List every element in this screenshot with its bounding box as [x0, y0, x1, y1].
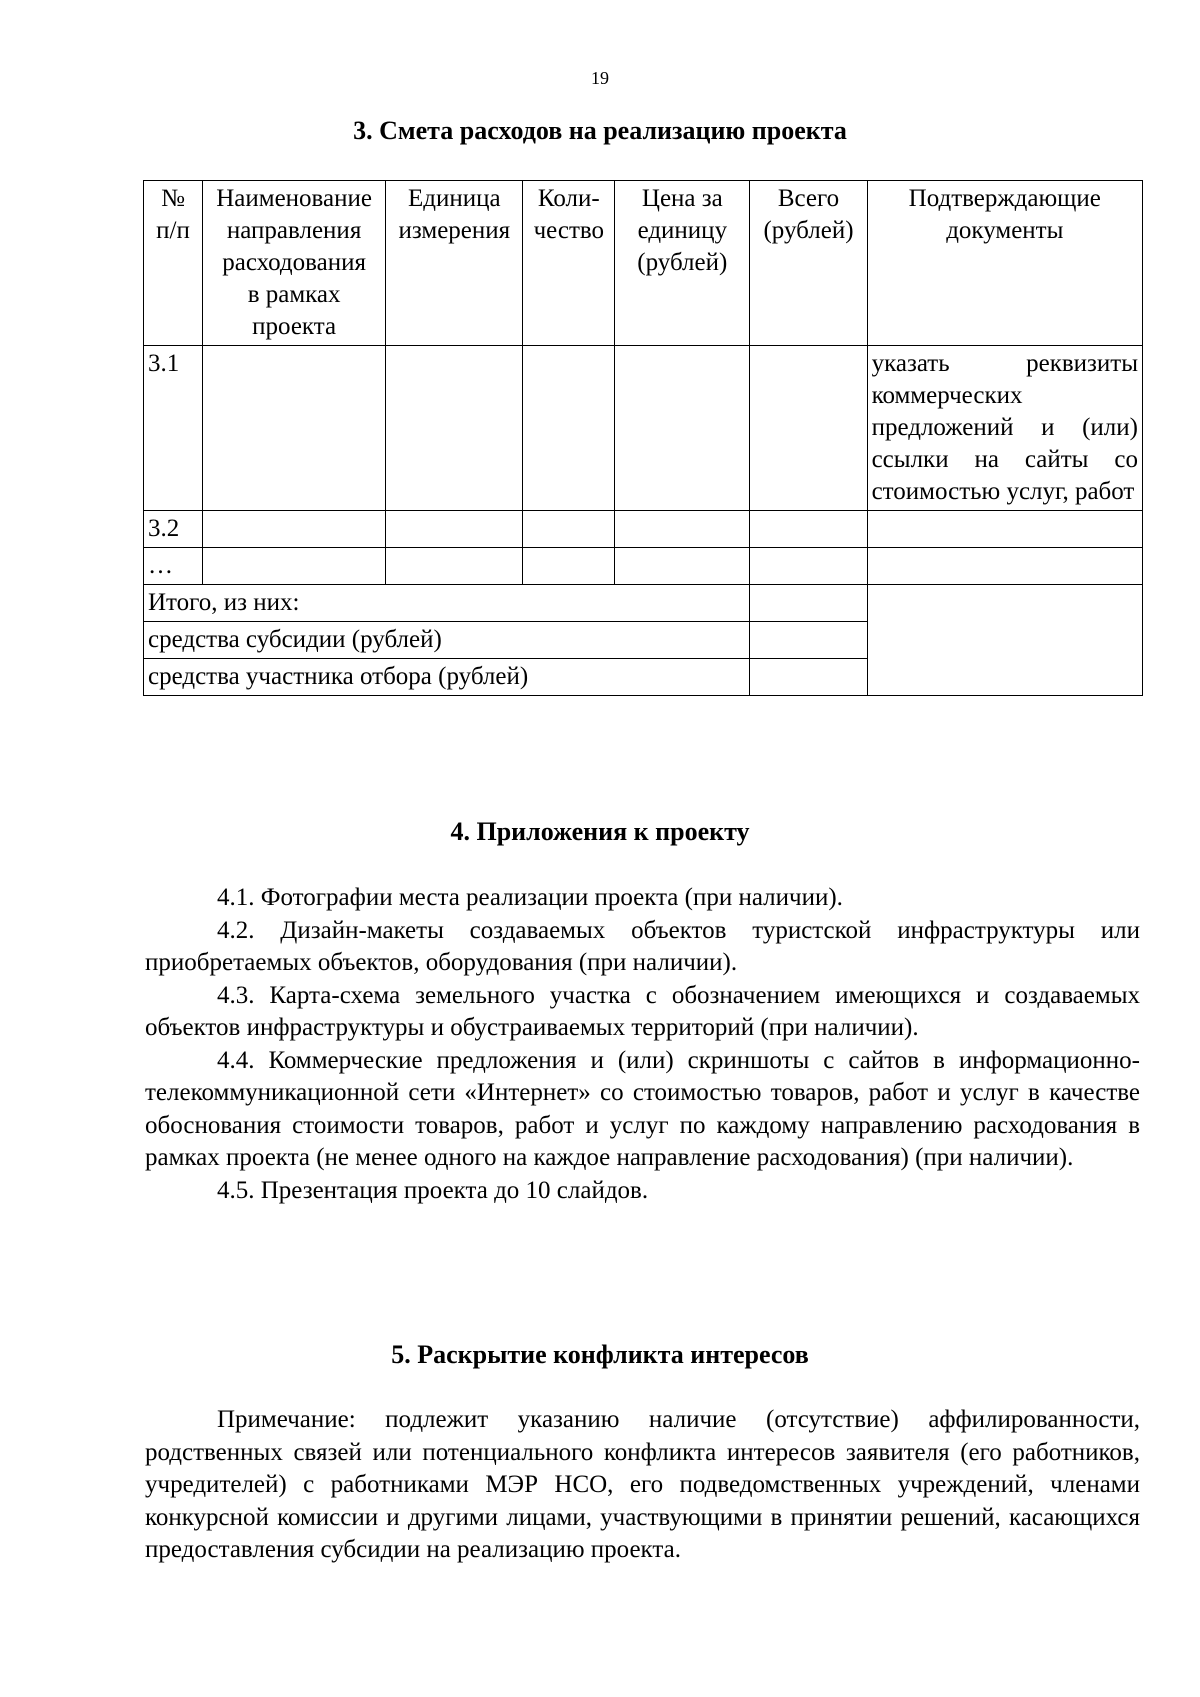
header-expense-name: Наименование направления расходования в рамках проекта — [203, 181, 386, 346]
list-item: 4.2. Дизайн-макеты создаваемых объектов туристской инфраструктуры или приобретаемых объектов, оборудования (при наличии). — [145, 916, 1140, 976]
cell-empty — [523, 346, 615, 511]
cell-empty — [750, 585, 867, 622]
section-3-title: 3. Смета расходов на реализацию проекта — [353, 116, 847, 145]
cell-empty — [750, 511, 867, 548]
attachments-list — [145, 882, 1140, 1207]
totals-documents — [867, 585, 1142, 696]
cell-empty — [523, 548, 615, 585]
header-total: Всего (рублей) — [750, 181, 867, 346]
participant-funds-label: средства участника отбора (рублей) — [144, 659, 750, 696]
cell-empty — [750, 622, 867, 659]
subsidy-label: средства субсидии (рублей) — [144, 622, 750, 659]
table-header-row — [144, 181, 1143, 346]
table-row — [144, 548, 1143, 585]
list-item: 4.1. Фотографии места реализации проекта (при наличии). — [217, 884, 843, 911]
header-num: № п/п — [144, 181, 203, 346]
cell-empty — [386, 548, 523, 585]
row-documents — [867, 511, 1142, 548]
page-number: 19 — [591, 68, 609, 88]
table-row — [144, 511, 1143, 548]
header-unit-price: Цена за единицу (рублей) — [615, 181, 750, 346]
cell-empty — [750, 659, 867, 696]
row-num: 3.1 — [144, 346, 203, 511]
row-num: 3.2 — [144, 511, 203, 548]
cell-empty — [750, 548, 867, 585]
conflict-note — [145, 1404, 1140, 1567]
header-documents: Подтверждающие документы — [867, 181, 1142, 346]
budget-table — [143, 180, 1143, 696]
table-row — [144, 346, 1143, 511]
cell-empty — [386, 346, 523, 511]
cell-empty — [203, 346, 386, 511]
list-item: 4.5. Презентация проекта до 10 слайдов. — [217, 1176, 649, 1204]
cell-empty — [615, 548, 750, 585]
cell-empty — [203, 548, 386, 585]
row-documents — [867, 548, 1142, 585]
note-text: Примечание: подлежит указанию наличие (отсутствие) аффилированности, родственных связей или потенциального конфликта интересов заявителя (его работников, учредителей) с работниками МЭР НСО, его подведомственных учреждений, членами конкурсной комиссии и другими лицами, участвующими в принятии решений, касающихся предоставления субсидии на реализацию проекта. — [145, 1406, 1140, 1563]
cell-empty — [203, 511, 386, 548]
header-quantity: Коли- чество — [523, 181, 615, 346]
row-documents: указать реквизиты коммерческих предложений и (или) ссылки на сайты со стоимостью услуг, работ — [867, 346, 1142, 511]
totals-row — [144, 585, 1143, 622]
cell-empty — [523, 511, 615, 548]
header-unit: Единица измерения — [386, 181, 523, 346]
cell-empty — [615, 346, 750, 511]
cell-empty — [750, 346, 867, 511]
section-4-title: 4. Приложения к проекту — [450, 817, 750, 846]
totals-label: Итого, из них: — [144, 585, 750, 622]
section-5-title: 5. Раскрытие конфликта интересов — [391, 1340, 809, 1369]
cell-empty — [615, 511, 750, 548]
list-item: 4.3. Карта-схема земельного участка с обозначением имеющихся и создаваемых объектов инфраструктуры и обустраиваемых территорий (при наличии). — [145, 981, 1140, 1041]
cell-empty — [386, 511, 523, 548]
list-item: 4.4. Коммерческие предложения и (или) скриншоты с сайтов в информационно-телекоммуникационной сети «Интернет» со стоимостью товаров, работ и услуг в качестве обоснования стоимости товаров, работ и услуг по каждому направлению расходования в рамках проекта (не менее одного на каждое направление расходования) (при наличии). — [145, 1046, 1140, 1171]
row-num: … — [144, 548, 203, 585]
